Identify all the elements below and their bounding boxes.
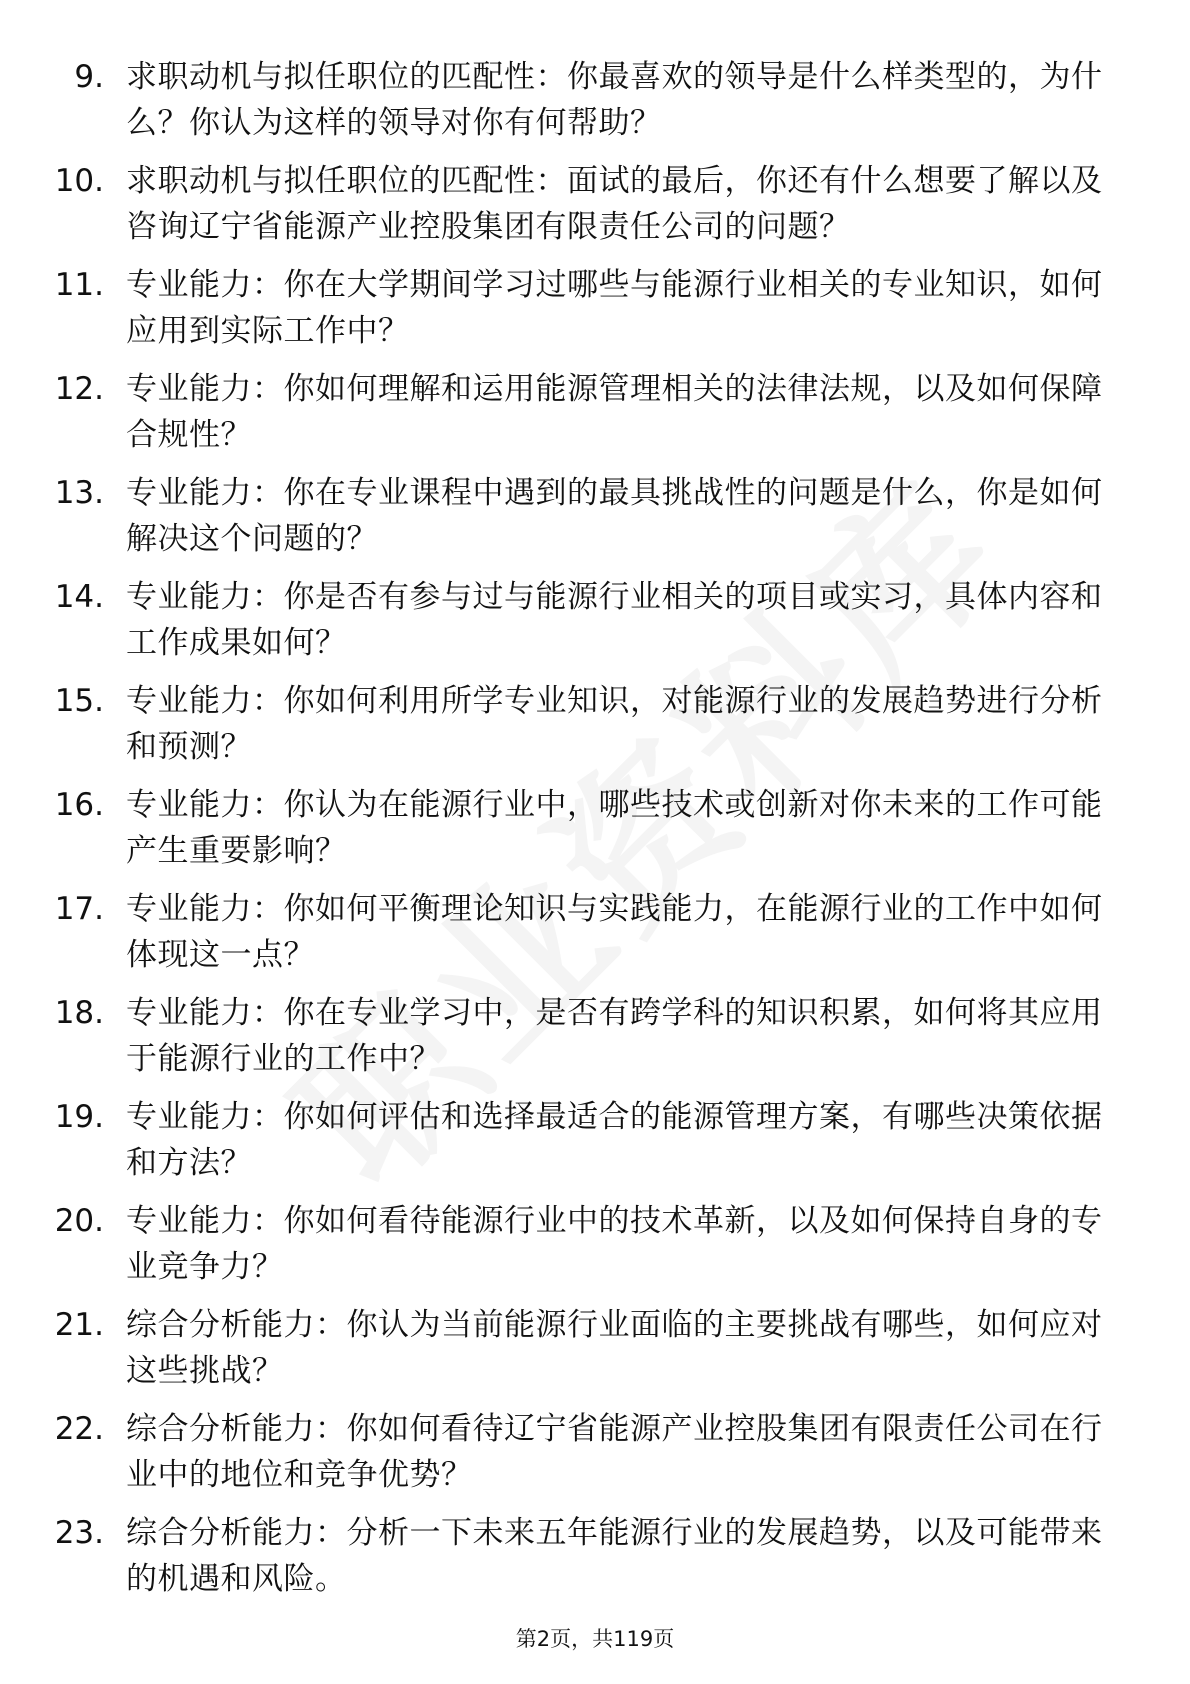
question-number: 21. bbox=[54, 1307, 104, 1343]
question-number: 12. bbox=[54, 371, 104, 407]
question-item bbox=[0, 774, 1190, 878]
question-text: 综合分析能力：你认为当前能源行业面临的主要挑战有哪些，如何应对这些挑战？ bbox=[126, 1307, 1103, 1389]
question-text: 专业能力：你在专业课程中遇到的最具挑战性的问题是什么，你是如何解决这个问题的？ bbox=[126, 475, 1103, 557]
question-item bbox=[0, 150, 1190, 254]
question-text: 综合分析能力：你如何看待辽宁省能源产业控股集团有限责任公司在行业中的地位和竞争优势？ bbox=[126, 1411, 1103, 1493]
question-number: 9. bbox=[74, 59, 104, 95]
question-text: 专业能力：你如何看待能源行业中的技术革新，以及如何保持自身的专业竞争力？ bbox=[126, 1203, 1103, 1285]
question-number: 13. bbox=[54, 475, 104, 511]
question-item bbox=[0, 1294, 1190, 1398]
question-number: 16. bbox=[54, 787, 104, 823]
question-text: 专业能力：你如何评估和选择最适合的能源管理方案，有哪些决策依据和方法？ bbox=[126, 1099, 1103, 1181]
question-text: 求职动机与拟任职位的匹配性：面试的最后，你还有什么想要了解以及咨询辽宁省能源产业控股集团有限责任公司的问题？ bbox=[126, 163, 1103, 245]
question-item bbox=[0, 46, 1190, 150]
question-item bbox=[0, 670, 1190, 774]
question-text: 专业能力：你如何平衡理论知识与实践能力，在能源行业的工作中如何体现这一点？ bbox=[126, 891, 1103, 973]
question-item bbox=[0, 1398, 1190, 1502]
question-text: 专业能力：你是否有参与过与能源行业相关的项目或实习，具体内容和工作成果如何？ bbox=[126, 579, 1103, 661]
question-number: 19. bbox=[54, 1099, 104, 1135]
question-item bbox=[0, 566, 1190, 670]
question-number: 10. bbox=[54, 163, 104, 199]
question-number: 23. bbox=[54, 1515, 104, 1551]
question-item bbox=[0, 1190, 1190, 1294]
question-number: 14. bbox=[54, 579, 104, 615]
question-item bbox=[0, 1086, 1190, 1190]
question-item bbox=[0, 462, 1190, 566]
question-text: 求职动机与拟任职位的匹配性：你最喜欢的领导是什么样类型的，为什么？你认为这样的领导对你有何帮助？ bbox=[126, 59, 1103, 141]
question-text: 综合分析能力：分析一下未来五年能源行业的发展趋势，以及可能带来的机遇和风险。 bbox=[126, 1515, 1103, 1597]
question-number: 20. bbox=[54, 1203, 104, 1239]
question-number: 11. bbox=[54, 267, 104, 303]
question-text: 专业能力：你如何利用所学专业知识，对能源行业的发展趋势进行分析和预测？ bbox=[126, 683, 1103, 765]
question-item bbox=[0, 358, 1190, 462]
question-item bbox=[0, 1502, 1190, 1606]
question-number: 22. bbox=[54, 1411, 104, 1447]
question-number: 17. bbox=[54, 891, 104, 927]
question-text: 专业能力：你在大学期间学习过哪些与能源行业相关的专业知识，如何应用到实际工作中？ bbox=[126, 267, 1103, 349]
question-text: 专业能力：你认为在能源行业中，哪些技术或创新对你未来的工作可能产生重要影响？ bbox=[126, 787, 1103, 869]
question-text: 专业能力：你如何理解和运用能源管理相关的法律法规，以及如何保障合规性？ bbox=[126, 371, 1103, 453]
question-item bbox=[0, 254, 1190, 358]
question-item bbox=[0, 878, 1190, 982]
question-text: 专业能力：你在专业学习中，是否有跨学科的知识积累，如何将其应用于能源行业的工作中？ bbox=[126, 995, 1103, 1077]
page-footer: 第2页，共119页 bbox=[515, 1627, 675, 1651]
question-item bbox=[0, 982, 1190, 1086]
question-number: 18. bbox=[54, 995, 104, 1031]
question-list bbox=[0, 46, 1190, 1606]
question-number: 15. bbox=[54, 683, 104, 719]
